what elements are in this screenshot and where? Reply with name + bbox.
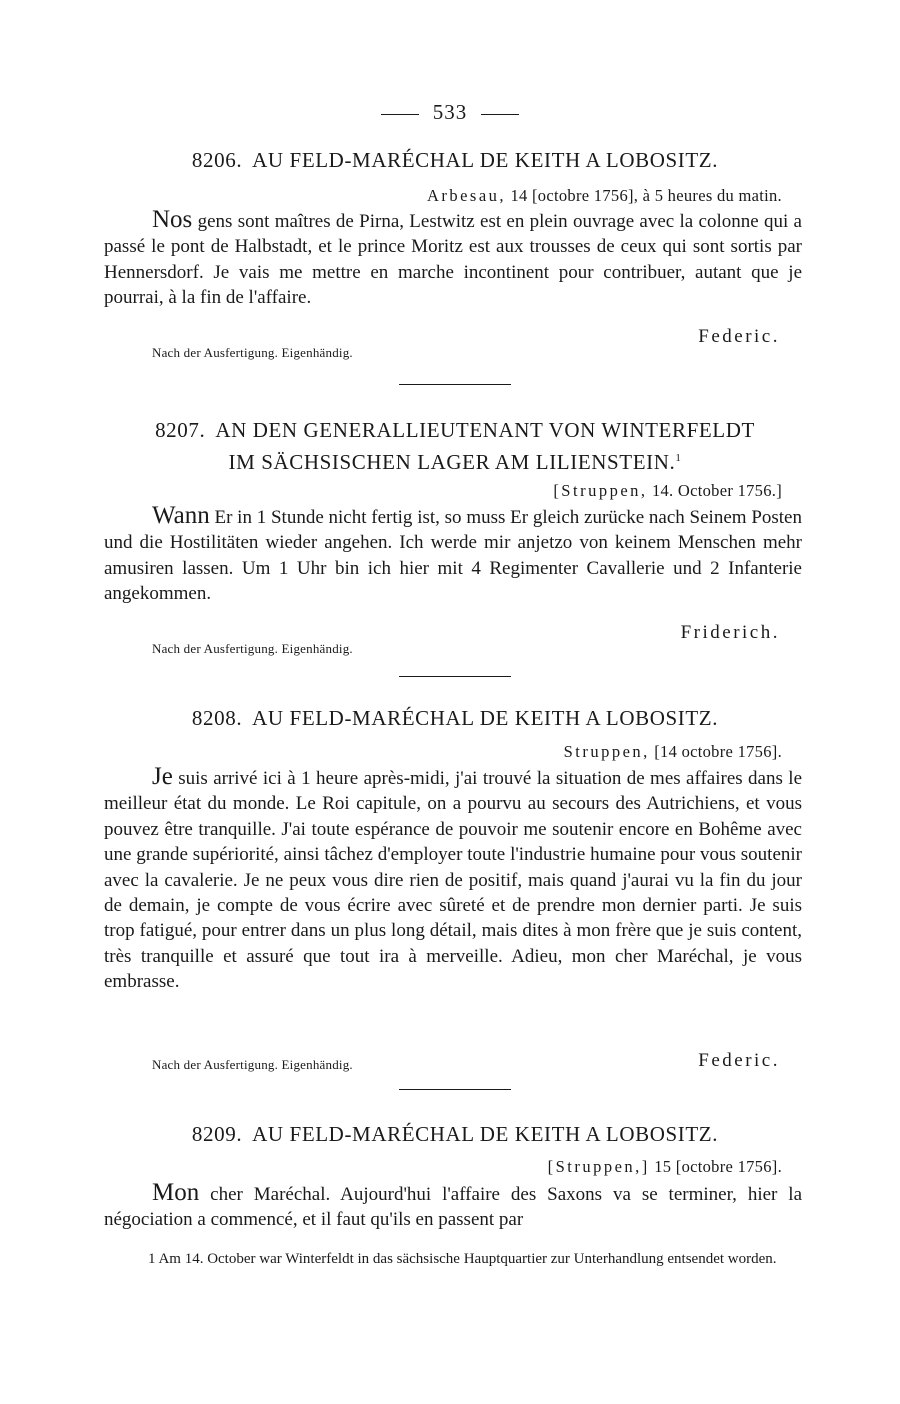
letter-8208-dateline <box>564 742 782 762</box>
letter-number: 8207. <box>155 418 206 442</box>
body-initial: Mon <box>152 1179 200 1206</box>
body-text: suis arrivé ici à 1 heure après-midi, j'ai trouvé la situation de mes affaires dans le meilleur état du monde. Le Roi capitule, on a pourvu au secours des Autrichiens, et vous pouvez être tranquille. J'ai toute espérance de pouvoir me soutenir encore en Bohême avec une grande supériorité, ainsi tâchez d'employer toute l'industrie humaine pour vous soutenir avec la cavalerie. Je ne peux vous dire rien de positif, mais quand j'aurai vu la fin du jour de demain, je compte de vous écrire avec sûreté et de prendre mon dernier parti. Je suis trop fatigué, pour entrer dans un plus long détail, mais dites à mon frère que je suis content, très tranquille et assuré que tout ira à merveille. Adieu, mon cher Maréchal, je vous embrasse. <box>104 768 802 993</box>
letter-heading-text: AU FELD-MARÉCHAL DE KEITH A LOBOSITZ. <box>252 1122 719 1146</box>
dateline-place: Arbesau, <box>426 186 507 205</box>
body-initial: Je <box>152 763 173 790</box>
letter-heading-text: AN DEN GENERALLIEUTENANT VON WINTERFELDT <box>215 418 755 442</box>
body-text: gens sont maîtres de Pirna, Lestwitz est en plein ouvrage avec la colonne qui a passé le pont de Halbstadt, et le prince Moritz est aux trousses de ceux qui sont sortis par Hennersdorf. Je vais me mettre en marche incontinent pour contribuer, autant que je pourrai, à la fin de l'affaire. <box>104 211 802 309</box>
body-initial: Wann <box>152 502 210 529</box>
letter-8206-dateline <box>427 186 782 206</box>
footnote-marker: 1 <box>675 452 682 464</box>
body-text: cher Maréchal. Aujourd'hui l'affaire des Saxons va se terminer, hier la négociation a commencé, et il faut qu'ils en passent par <box>104 1184 802 1231</box>
letter-heading-text: AU FELD-MARÉCHAL DE KEITH A LOBOSITZ. <box>252 706 719 730</box>
body-text: Er in 1 Stunde nicht fertig ist, so muss Er gleich zurücke nach Seinem Posten und die Hostilitäten wieder angehen. Ich werde mir anjetzo von keinem Menschen mehr amusiren lassen. Um 1 Uhr bin ich hier mit 4 Regimenter Cavallerie und 2 Infanterie angekommen. <box>104 507 802 605</box>
body-initial: Nos <box>152 206 193 233</box>
section-divider <box>399 676 511 677</box>
dateline-place: [Struppen, <box>553 481 648 500</box>
section-divider <box>399 1089 511 1090</box>
letter-8206-heading <box>100 146 810 174</box>
footnote <box>104 1248 802 1270</box>
letter-8208-body <box>104 764 802 995</box>
footnote-marker: 1 <box>148 1251 156 1267</box>
dateline-date: 14 [octobre 1756], à 5 heures du matin. <box>510 186 782 205</box>
dateline-place: [Struppen,] <box>547 1157 650 1176</box>
page-number <box>0 100 900 125</box>
page-number-value: 533 <box>432 100 468 124</box>
letter-8207-heading <box>100 416 810 476</box>
letter-8207-source: Nach der Ausfertigung. Eigenhändig. <box>152 641 353 656</box>
dateline-date: 14. October 1756.] <box>651 481 782 500</box>
dateline-date: 15 [octobre 1756]. <box>654 1157 782 1176</box>
footnote-text: Am 14. October war Winterfeldt in das sächsische Hauptquartier zur Unterhandlung entsendet worden. <box>158 1251 777 1267</box>
letter-8207-signature: Friderich. <box>680 622 780 643</box>
letter-heading-text: AU FELD-MARÉCHAL DE KEITH A LOBOSITZ. <box>252 148 719 172</box>
letter-8206-signature: Federic. <box>698 326 780 347</box>
heading-line-2 <box>100 444 810 476</box>
heading-line-1 <box>100 416 810 444</box>
dateline-date: [14 octobre 1756]. <box>654 742 782 761</box>
letter-8208-source: Nach der Ausfertigung. Eigenhändig. <box>152 1057 353 1072</box>
letter-heading-text: IM SÄCHSISCHEN LAGER AM LILIENSTEIN. <box>228 450 676 474</box>
letter-8209-body <box>104 1180 802 1233</box>
letter-number: 8209. <box>191 1122 243 1146</box>
dateline-place: Struppen, <box>563 742 650 761</box>
page-number-dash-left <box>381 114 419 115</box>
letter-8207-body <box>104 503 802 607</box>
section-divider <box>399 384 511 385</box>
letter-8209-heading <box>100 1120 810 1148</box>
letter-8208-signature: Federic. <box>698 1050 780 1071</box>
letter-number: 8208. <box>191 706 243 730</box>
letter-number: 8206. <box>191 148 243 172</box>
letter-8206-source: Nach der Ausfertigung. Eigenhändig. <box>152 345 353 360</box>
page-number-dash-right <box>481 114 519 115</box>
letter-8208-heading <box>100 704 810 732</box>
letter-8206-body <box>104 207 802 311</box>
letter-8207-dateline <box>553 481 782 501</box>
letter-8209-dateline <box>548 1157 782 1177</box>
